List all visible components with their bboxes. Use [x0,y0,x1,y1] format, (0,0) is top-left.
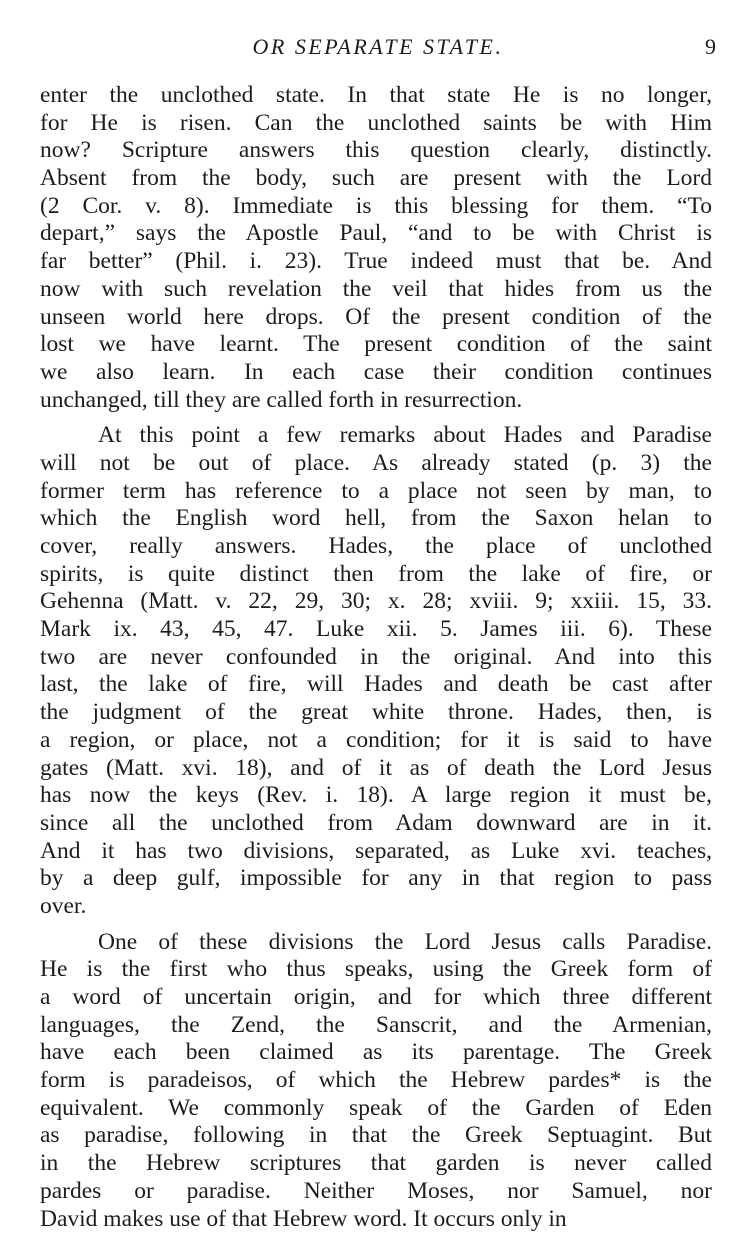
text-line: Absent from the body, such are present with the Lord [40,165,712,192]
text-line: as paradise, following in that the Greek Septuagint. But [40,1122,712,1149]
text-line: He is the first who thus speaks, using the Greek form of [40,956,712,983]
text-line: former term has reference to a place not seen by man, to [40,477,712,504]
text-line: will not be out of place. As already stated (p. 3) the [40,449,712,476]
text-line: equivalent. We commonly speak of the Garden of Eden [40,1094,712,1121]
text-line: a word of uncertain origin, and for which three different [40,984,712,1010]
text-line: At this point a few remarks about Hades and Paradise [98,422,712,449]
running-title: OR SEPARATE STATE. [252,34,504,59]
text-line: which the English word hell, from the Saxon helan to [40,505,712,532]
text-line: the judgment of the great white throne. Hades, then, is [40,699,712,726]
text-line: Mark ix. 43, 45, 47. Luke xii. 5. James iii. 6). These [40,616,712,643]
text-line: has now the keys (Rev. i. 18). A large region it must be, [40,782,712,809]
text-line: cover, really answers. Hades, the place of unclothed [40,533,712,559]
text-line: now with such revelation the veil that hides from us the [40,275,712,302]
running-header [40,34,716,64]
text-line: lost we have learnt. The present condition of the saint [40,331,712,358]
text-line: in the Hebrew scriptures that garden is never called [40,1150,712,1177]
text-line: Gehenna (Matt. v. 22, 29, 30; x. 28; xviii. 9; xxiii. 15, 33. [40,588,712,615]
text-line: David makes use of that Hebrew word. It occurs only in [40,1205,567,1232]
text-line: since all the unclothed from Adam downward are in it. [40,809,712,836]
text-line: enter the unclothed state. In that state He is no longer, [40,82,712,108]
text-line: have each been claimed as its parentage. The Greek [40,1039,712,1066]
text-line: by a deep gulf, impossible for any in that region to pass [40,865,712,892]
text-line: (2 Cor. v. 8). Immediate is this blessing for them. “To [40,192,712,219]
text-line: spirits, is quite distinct then from the lake of fire, or [40,560,712,587]
paragraph [40,82,712,414]
text-line: unseen world here drops. Of the present condition of the [40,303,712,330]
text-line: languages, the Zend, the Sanscrit, and the Armenian, [40,1011,712,1038]
page-number: 9 [705,34,716,59]
paragraph [40,422,712,920]
text-line: pardes or paradise. Neither Moses, nor Samuel, nor [40,1177,712,1204]
body-text [40,82,712,1233]
text-line: far better” (Phil. i. 23). True indeed must that be. And [40,248,712,275]
text-line: form is paradeisos, of which the Hebrew pardes* is the [40,1067,712,1094]
text-line: One of these divisions the Lord Jesus calls Paradise. [98,928,712,955]
text-line: we also learn. In each case their condition continues [40,358,712,385]
text-line: depart,” says the Apostle Paul, “and to be with Christ is [40,220,712,247]
text-line: last, the lake of fire, will Hades and death be cast after [40,671,712,698]
text-line: a region, or place, not a condition; for it is said to have [40,726,712,753]
text-line: two are never confounded in the original. And into this [40,643,712,670]
text-line: over. [40,892,87,919]
text-line: unchanged, till they are called forth in resurrection. [40,386,523,413]
text-line: now? Scripture answers this question clearly, distinctly. [40,137,712,164]
text-line: And it has two divisions, separated, as Luke xvi. teaches, [40,837,712,864]
text-line: gates (Matt. xvi. 18), and of it as of death the Lord Jesus [40,754,712,781]
paragraph [40,929,712,1234]
text-line: for He is risen. Can the unclothed saints be with Him [40,109,712,136]
